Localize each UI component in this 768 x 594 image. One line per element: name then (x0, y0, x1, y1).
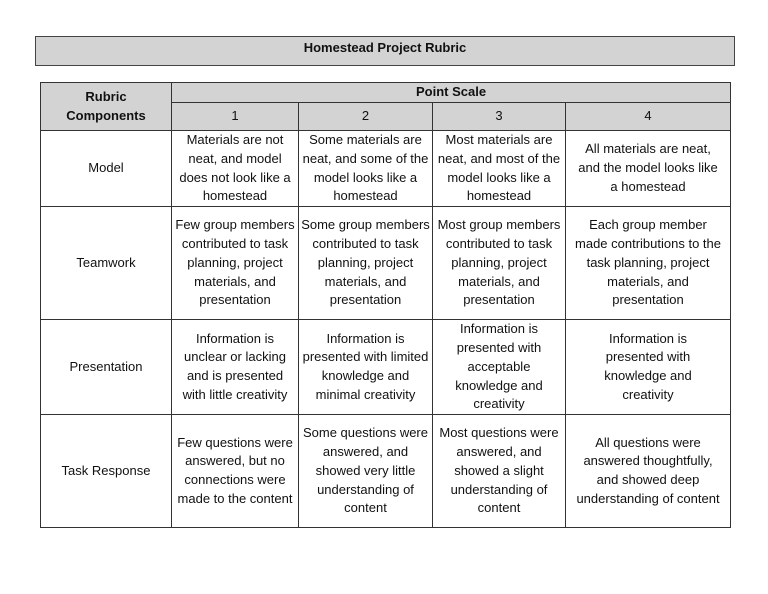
point-scale-header: Point Scale (172, 83, 731, 103)
page-title: Homestead Project Rubric (35, 36, 735, 66)
table-row (41, 131, 731, 207)
table-row (41, 207, 731, 320)
criteria-cell: Most group members contributed to task planning, project materials, and presentation (433, 207, 566, 320)
criteria-cell: Each group member made contributions to the task planning, project materials, and presentation (566, 207, 731, 320)
component-label: Model (41, 131, 172, 207)
score-header: 2 (299, 103, 433, 131)
criteria-cell: Information is unclear or lacking and is presented with little creativity (172, 320, 299, 415)
rubric-table (40, 82, 731, 528)
component-label: Presentation (41, 320, 172, 415)
criteria-cell: Most materials are neat, and most of the model looks like a homestead (433, 131, 566, 207)
criteria-cell: Information is presented with knowledge and creativity (566, 320, 731, 415)
table-row (41, 415, 731, 528)
score-header: 1 (172, 103, 299, 131)
criteria-cell: All questions were answered thoughtfully, and showed deep understanding of content (566, 415, 731, 528)
criteria-cell: Some materials are neat, and some of the model looks like a homestead (299, 131, 433, 207)
criteria-cell: Some group members contributed to task planning, project materials, and presentation (299, 207, 433, 320)
score-header: 4 (566, 103, 731, 131)
criteria-cell: Most questions were answered, and showed a slight understanding of content (433, 415, 566, 528)
criteria-cell: Few group members contributed to task planning, project materials, and presentation (172, 207, 299, 320)
criteria-cell: Materials are not neat, and model does not look like a homestead (172, 131, 299, 207)
score-header: 3 (433, 103, 566, 131)
table-row (41, 320, 731, 415)
criteria-cell: Information is presented with acceptable knowledge and creativity (433, 320, 566, 415)
criteria-cell: All materials are neat, and the model looks like a homestead (566, 131, 731, 207)
component-label: Teamwork (41, 207, 172, 320)
rubric-components-header: Rubric Components (41, 83, 172, 131)
criteria-cell: Few questions were answered, but no connections were made to the content (172, 415, 299, 528)
component-label: Task Response (41, 415, 172, 528)
header-row (41, 83, 731, 103)
criteria-cell: Some questions were answered, and showed very little understanding of content (299, 415, 433, 528)
criteria-cell: Information is presented with limited knowledge and minimal creativity (299, 320, 433, 415)
